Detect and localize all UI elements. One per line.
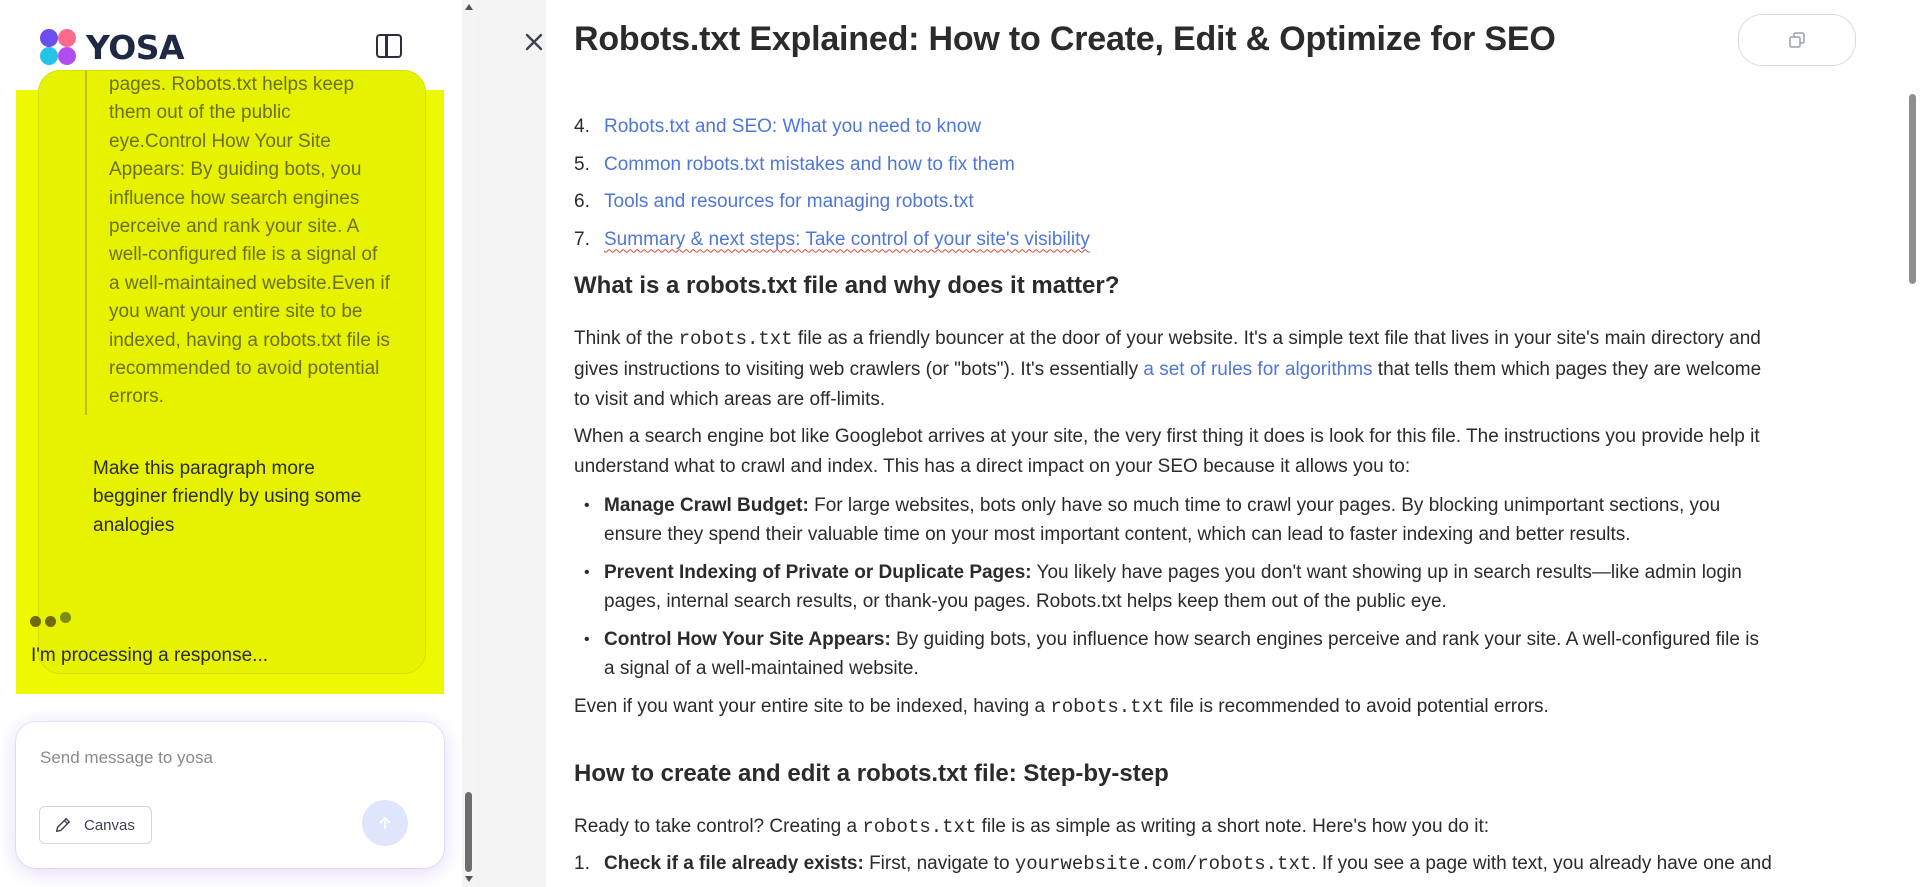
list-item: • Manage Crawl Budget: For large websites, bots only have so much time to crawl your pages. By blocking unimportant sections, you ensure they spend their valuable time on your most important content, which can lead to faster indexing and better results. xyxy=(574,491,1774,550)
paragraph: Even if you want your entire site to be indexed, having a robots.txt file is recommended to avoid potential errors. xyxy=(574,695,1549,718)
toc-link[interactable]: Robots.txt and SEO: What you need to know xyxy=(604,116,982,137)
inline-code: robots.txt xyxy=(1050,695,1165,718)
list-item: • Control How Your Site Appears: By guiding bots, you influence how search engines perceive and rank your site. A well-configured file is a signal of a well-maintained website. xyxy=(574,625,1774,684)
sidebar-scrollbar[interactable] xyxy=(462,0,476,887)
quoted-line: a well-maintained website.Even if xyxy=(109,272,390,294)
inline-link[interactable]: a set of rules for algorithms xyxy=(1143,358,1373,380)
quoted-line: them out of the public xyxy=(109,102,291,124)
quoted-line: errors. xyxy=(109,386,164,408)
brand-name: YOSA xyxy=(86,27,185,67)
pencil-icon xyxy=(54,816,72,834)
quoted-line: recommended to avoid potential xyxy=(109,358,380,380)
copy-button[interactable] xyxy=(1738,14,1856,66)
processing-status: I'm processing a response... xyxy=(31,645,269,666)
inline-code: yourwebsite.com/robots.txt xyxy=(1014,852,1312,875)
close-button[interactable] xyxy=(520,28,548,56)
document-body xyxy=(574,112,1774,879)
list-item: • Prevent Indexing of Private or Duplicate Pages: You likely have pages you don't want showing up in search results—like admin login pages, internal search results, or thank-you pages. Robots.txt helps keep them out of the public eye. xyxy=(574,558,1774,617)
scrollbar-thumb[interactable] xyxy=(465,792,472,872)
message-input[interactable] xyxy=(40,740,420,776)
close-icon xyxy=(520,28,548,56)
paragraph: When a search engine bot like Googlebot arrives at your site, the very first thing it does is look for this file. The instructions you provide help it understand what to crawl and index. This has a direct impact on your SEO because it allows you to: xyxy=(574,425,1760,477)
document-title: Robots.txt Explained: How to Create, Edit & Optimize for SEO xyxy=(574,20,1556,58)
list-item: 1. Check if a file already exists: First, navigate to yourwebsite.com/robots.txt. If you see a page with text, you already have one and xyxy=(574,852,1772,875)
quoted-line: you want your entire site to be xyxy=(109,301,363,323)
quoted-line: perceive and rank your site. A xyxy=(109,216,360,238)
send-button[interactable] xyxy=(362,800,408,846)
toc-item[interactable]: 4. Robots.txt and SEO: What you need to know xyxy=(574,112,1774,150)
table-of-contents xyxy=(574,112,1774,262)
quoted-line: pages. Robots.txt helps keep xyxy=(109,74,355,95)
bullet-list xyxy=(574,491,1774,684)
quoted-line: indexed, having a robots.txt file is xyxy=(109,329,390,351)
toc-link[interactable]: Tools and resources for managing robots.txt xyxy=(604,191,974,212)
toc-item[interactable]: 5. Common robots.txt mistakes and how to fix them xyxy=(574,150,1774,188)
paragraph: Think of the robots.txt file as a friendly bouncer at the door of your website. It's a simple text file that lives in your site's main directory and gives instructions to visiting web crawlers (or "bots"). It's essentially a set of rules for algorithms that tells them which pages they are welcome to visit and which areas are off-limits. xyxy=(574,328,1762,410)
scroll-up-arrow-icon[interactable] xyxy=(465,4,473,10)
toc-item[interactable]: 6. Tools and resources for managing robots.txt xyxy=(574,187,1774,225)
inline-code: robots.txt xyxy=(862,816,977,838)
user-message-bubble xyxy=(38,70,426,674)
scroll-down-arrow-icon[interactable] xyxy=(465,876,473,882)
typing-indicator-icon xyxy=(30,614,75,630)
quoted-selection xyxy=(85,71,425,415)
toc-link[interactable]: Summary & next steps: Take control of your site's visibility xyxy=(604,228,1090,250)
quoted-line: well-configured file is a signal of xyxy=(109,244,378,266)
message-composer xyxy=(16,722,444,868)
quoted-line: eye.Control How Your Site xyxy=(109,130,331,152)
user-instruction: Make this paragraph more begginer friendly by using some analogies xyxy=(93,458,362,536)
quoted-line: influence how search engines xyxy=(109,187,360,209)
panel-gutter xyxy=(476,0,546,887)
chat-messages xyxy=(16,74,444,694)
scrollbar-thumb[interactable] xyxy=(1909,94,1916,284)
sidebar-panel-icon[interactable] xyxy=(376,34,402,58)
chat-sidebar xyxy=(0,0,476,887)
toc-link[interactable]: Common robots.txt mistakes and how to fix them xyxy=(604,153,1015,175)
canvas-button[interactable] xyxy=(39,806,152,844)
section-heading: How to create and edit a robots.txt file: Step-by-step xyxy=(574,760,1169,787)
document-scrollbar[interactable] xyxy=(1904,0,1920,887)
toc-item[interactable]: 7. Summary & next steps: Take control of your site's visibility xyxy=(574,225,1774,263)
inline-code: robots.txt xyxy=(678,328,793,350)
paragraph: Ready to take control? Creating a robots.txt file is as simple as writing a short note. Here's how you do it: xyxy=(574,816,1490,838)
yosa-logo-icon xyxy=(36,26,80,68)
copy-icon xyxy=(1787,30,1807,50)
quoted-line: Appears: By guiding bots, you xyxy=(109,159,362,181)
brand[interactable] xyxy=(36,26,184,68)
section-heading: What is a robots.txt file and why does it matter? xyxy=(574,272,1120,299)
canvas-button-label: Canvas xyxy=(84,816,135,834)
steps-list xyxy=(574,849,1774,879)
arrow-up-icon xyxy=(377,815,393,831)
